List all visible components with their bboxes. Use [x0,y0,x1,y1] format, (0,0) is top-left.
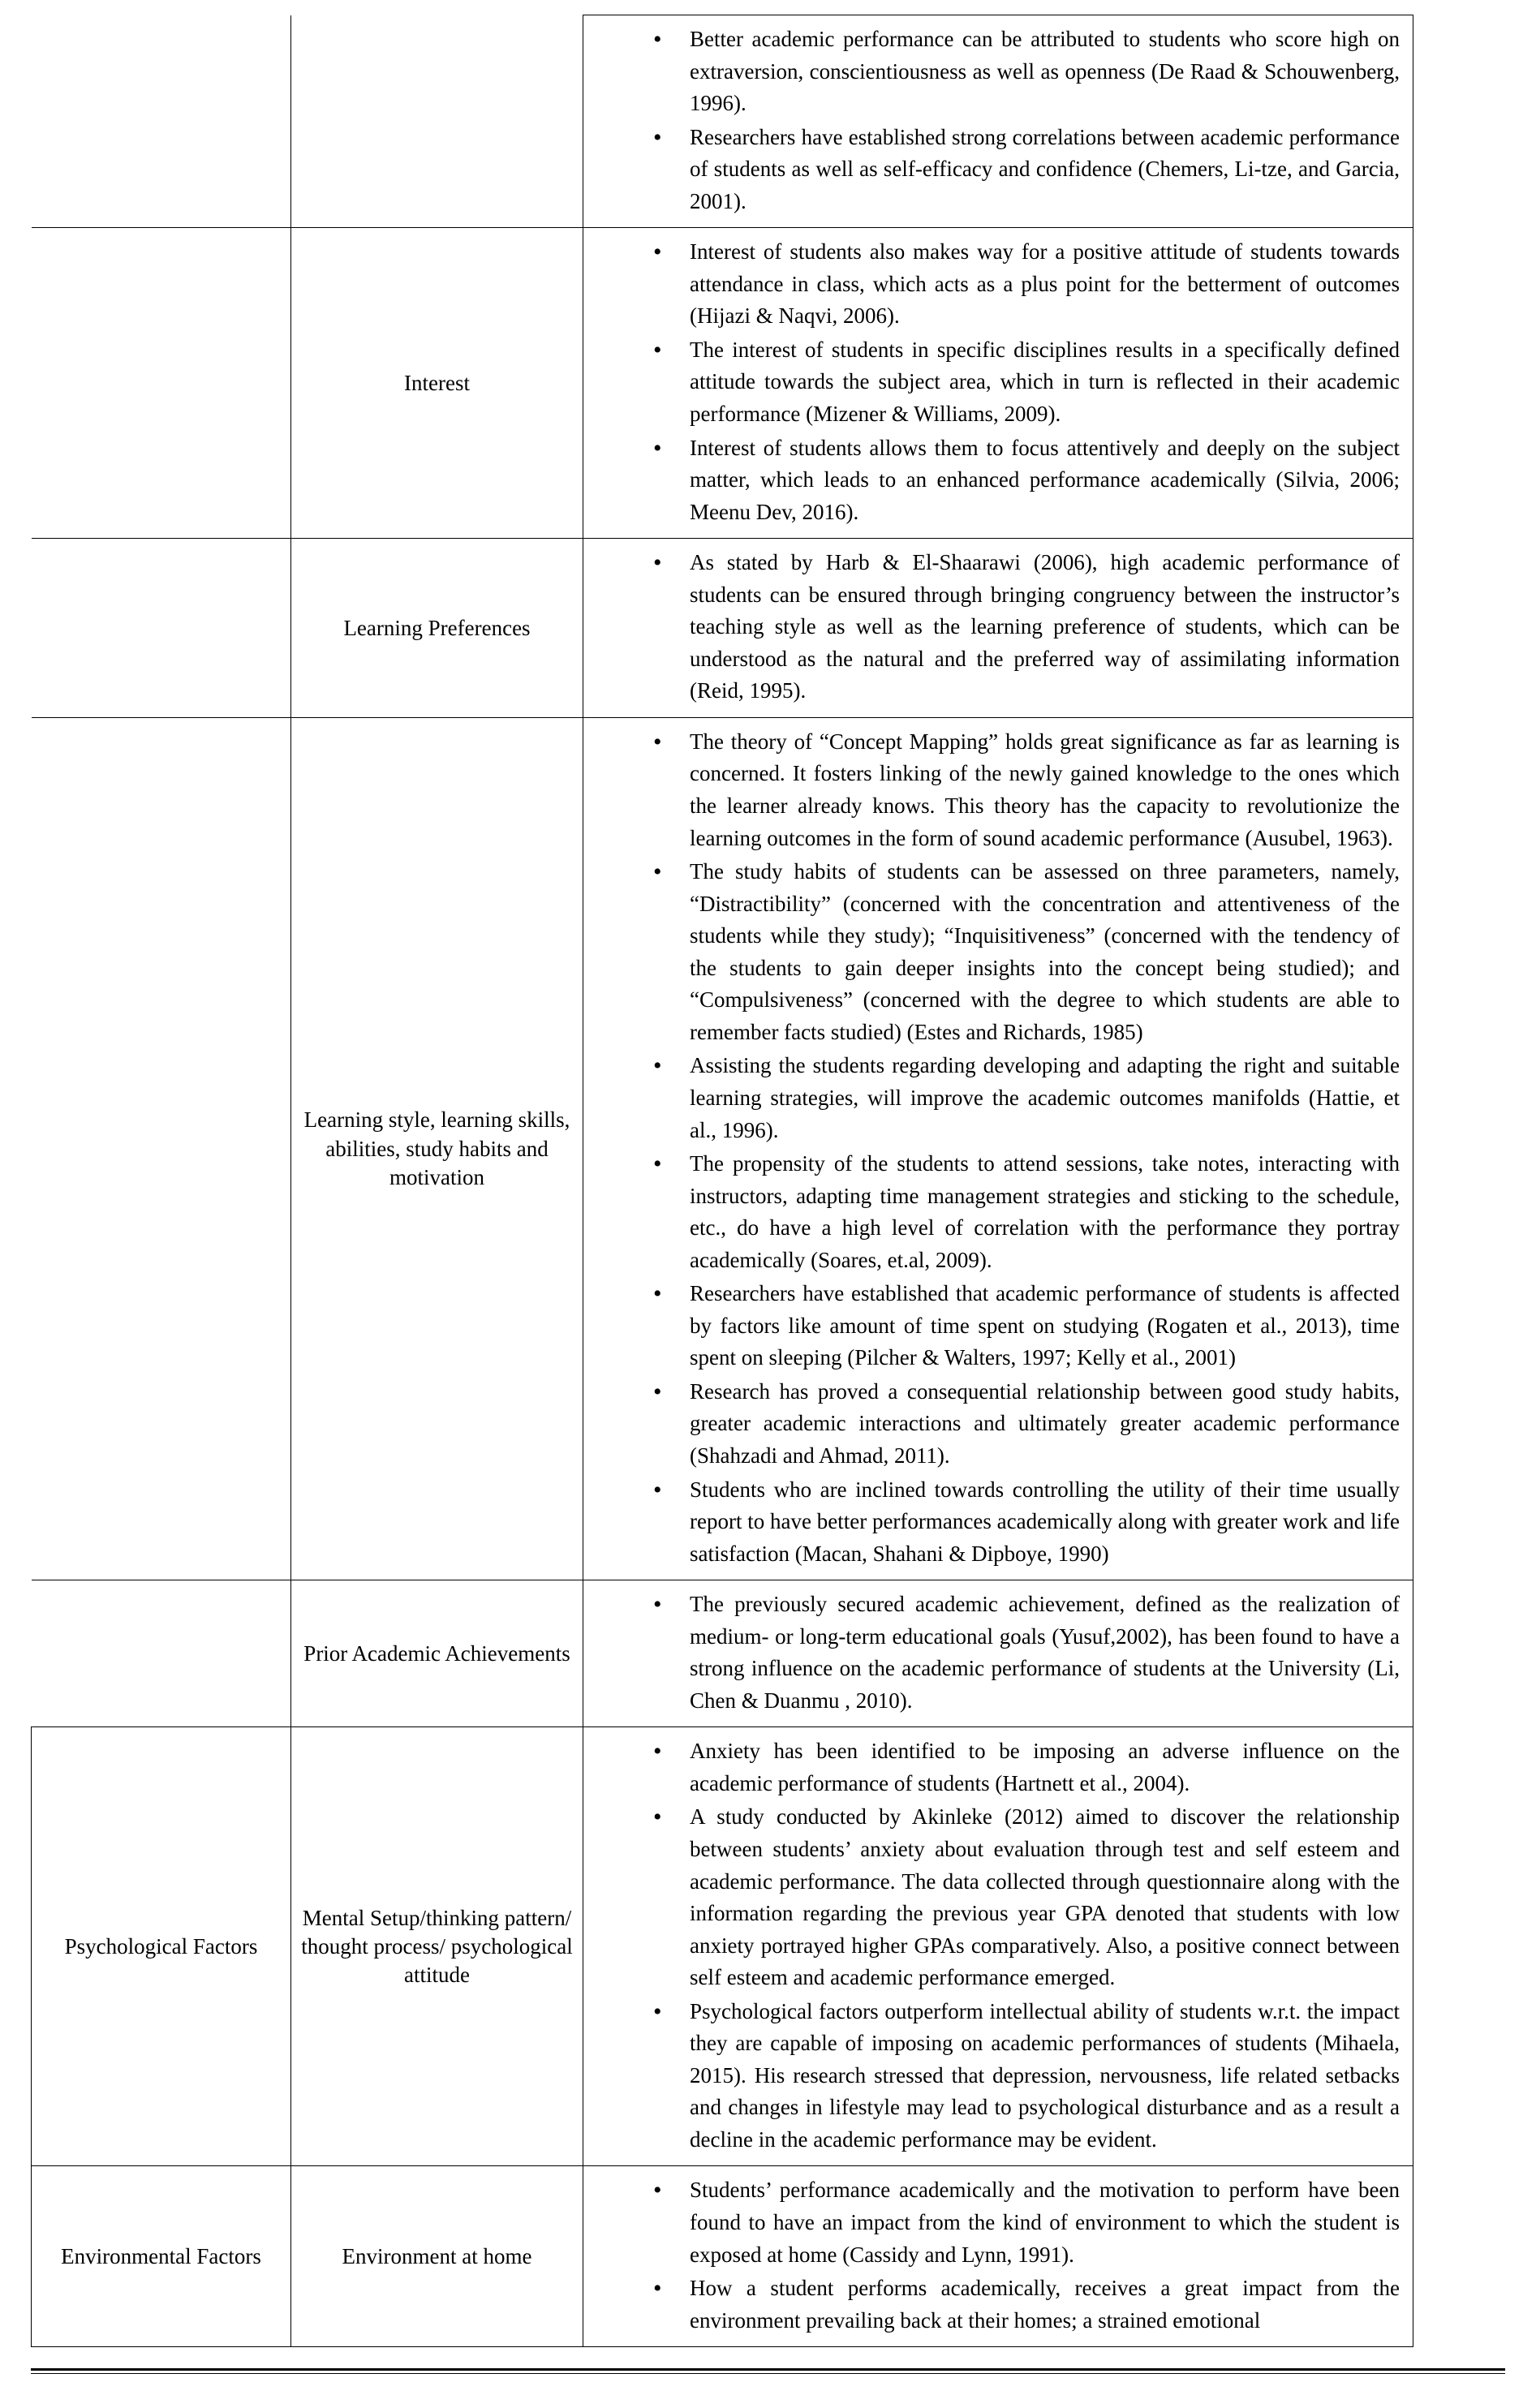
table-row [32,1580,1413,1727]
table-row [32,1727,1413,2166]
cell-category [32,228,291,539]
list-item: • A study conducted by Akinleke (2012) aimed to discover the relationship between students’ anxiety about evaluation through test and self esteem and academic performance. The data collected through questionnaire along with the information regarding the previous year GPA denoted that students with low anxiety portrayed higher GPAs comparatively. Also, a positive connect between self esteem and academic performance emerged. [583,1801,1400,1993]
list-item: • The theory of “Concept Mapping” holds great significance as far as learning is concerned. It fosters linking of the newly gained knowledge to the ones which the learner already knows. This theory has the capacity to revolutionize the learning outcomes in the form of sound academic performance (Ausubel, 1963). [583,726,1400,854]
cell-findings [583,1580,1413,1727]
list-item: • The study habits of students can be assessed on three parameters, namely, “Distractibility” (concerned with the concentration and attentiveness of the students while they study); “Inquisitiveness” (concerned with the tendency of the students to gain deeper insights into the concept being studied); and “Compulsiveness” (concerned with the degree to which students are able to remember facts studied) (Estes and Richards, 1985) [583,856,1400,1048]
list-item: • Students who are inclined towards controlling the utility of their time usually report to have better performances academically along with greater work and life satisfaction (Macan, Shahani & Dipboye, 1990) [583,1474,1400,1571]
factors-table-body [32,15,1413,2347]
cell-category [32,717,291,1580]
list-item: • Interest of students also makes way for a positive attitude of students towards attendance in class, which acts as a plus point for the betterment of outcomes (Hijazi & Naqvi, 2006). [583,236,1400,333]
findings-list [583,228,1413,538]
cell-sub-factor: Prior Academic Achievements [291,1580,583,1727]
cell-category [32,1580,291,1727]
list-item: • Students’ performance academically and the motivation to perform have been found to have an impact from the kind of environment to which the student is exposed at home (Cassidy and Lynn, 1991). [583,2174,1400,2271]
cell-findings [583,228,1413,539]
list-item: • Researchers have established that academic performance of students is affected by factors like amount of time spent on studying (Rogaten et al., 2013), time spent on sleeping (Pilcher & Walters, 1997; Kelly et al., 2001) [583,1278,1400,1374]
findings-list [583,1727,1413,2165]
findings-list [583,539,1413,717]
table-row [32,539,1413,718]
cell-findings [583,1727,1413,2166]
cell-category [32,15,291,228]
footer-rule [31,2368,1505,2371]
cell-sub-factor [291,15,583,228]
list-item: • Assisting the students regarding developing and adapting the right and suitable learning strategies, will improve the academic outcomes manifolds (Hattie, et al., 1996). [583,1050,1400,1146]
list-item: • The propensity of the students to attend sessions, take notes, interacting with instructors, adapting time management strategies and sticking to the schedule, etc., do have a high level of correlation with the performance they portray academically (Soares, et.al, 2009). [583,1148,1400,1276]
list-item: • How a student performs academically, receives a great impact from the environment prevailing back at their homes; a strained emotional [583,2273,1400,2337]
cell-category: Psychological Factors [32,1727,291,2166]
cell-sub-factor: Interest [291,228,583,539]
list-item: • Interest of students allows them to focus attentively and deeply on the subject matter, which leads to an enhanced performance academically (Silvia, 2006; Meenu Dev, 2016). [583,432,1400,529]
cell-category: Environmental Factors [32,2166,291,2347]
list-item: • The interest of students in specific disciplines results in a specifically defined attitude towards the subject area, which in turn is reflected in their academic performance (Mizener & Williams, 2009). [583,334,1400,431]
findings-list [583,718,1413,1580]
list-item: • Anxiety has been identified to be imposing an adverse influence on the academic performance of students (Hartnett et al., 2004). [583,1735,1400,1800]
cell-category [32,539,291,718]
list-item: • The previously secured academic achievement, defined as the realization of medium- or long-term educational goals (Yusuf,2002), has been found to have a strong influence on the academic performance of students at the University (Li, Chen & Duanmu , 2010). [583,1589,1400,1717]
list-item: • As stated by Harb & El-Shaarawi (2006), high academic performance of students can be ensured through bringing congruency between the instructor’s teaching style as well as the learning preference of students, which can be understood as the natural and the preferred way of assimilating information (Reid, 1995). [583,547,1400,707]
table-row [32,717,1413,1580]
list-item: • Psychological factors outperform intellectual ability of students w.r.t. the impact they are capable of imposing on academic performances of students (Mihaela, 2015). His research stressed that depression, nervousness, life related setbacks and changes in lifestyle may lead to psychological disturbance and as a result a decline in the academic performance may be evident. [583,1996,1400,2156]
findings-list [583,1580,1413,1726]
cell-sub-factor: Learning style, learning skills, abilities, study habits and motivation [291,717,583,1580]
list-item: • Research has proved a consequential relationship between good study habits, greater academic interactions and ultimately greater academic performance (Shahzadi and Ahmad, 2011). [583,1376,1400,1473]
cell-findings [583,717,1413,1580]
findings-list [583,2166,1413,2346]
factors-table [31,15,1413,2347]
cell-findings [583,2166,1413,2347]
table-row [32,228,1413,539]
cell-findings [583,539,1413,718]
cell-sub-factor: Learning Preferences [291,539,583,718]
table-row [32,2166,1413,2347]
cell-sub-factor: Environment at home [291,2166,583,2347]
list-item: • Better academic performance can be attributed to students who score high on extraversion, conscientiousness as well as openness (De Raad & Schouwenberg, 1996). [583,24,1400,120]
cell-findings [583,15,1413,228]
list-item: • Researchers have established strong correlations between academic performance of students as well as self-efficacy and confidence (Chemers, Li-tze, and Garcia, 2001). [583,122,1400,218]
table-row [32,15,1413,228]
findings-list [583,15,1413,227]
cell-sub-factor: Mental Setup/thinking pattern/ thought process/ psychological attitude [291,1727,583,2166]
